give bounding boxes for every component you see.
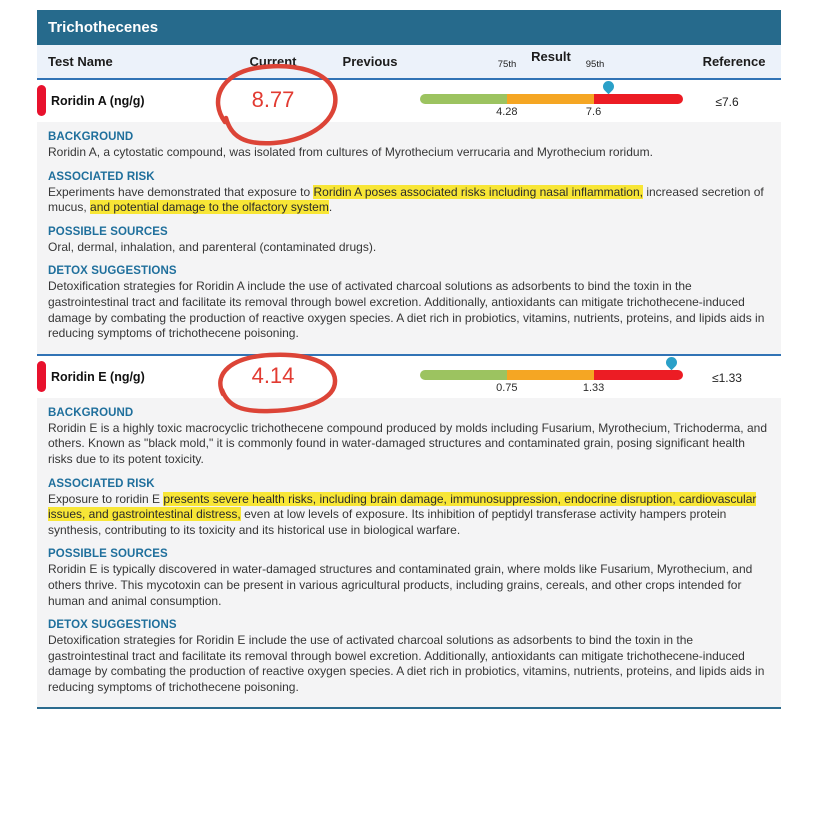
highlighted-text: and potential damage to the olfactory system [90, 200, 329, 215]
background-text: Roridin A, a cytostatic compound, was isolated from cultures of Myrothecium verrucaria and Myrothecium roridum. [48, 145, 653, 159]
background-heading: BACKGROUND [48, 131, 134, 143]
detail-section-roridin-a [37, 122, 781, 354]
reference-range: ≤7.6 [715, 95, 739, 109]
associated-risk-text: Exposure to roridin E presents severe health risks, including brain damage, immunosuppression, endocrine disruption, cardiovascular issues, and gastrointestinal distress, even at low levels of exposure. Its inhibition of peptidyl transferase activity hampers protein synthesis, contributing to its toxicity and its historical use in biological warfare. [48, 491, 757, 537]
p75-value-label: 0.75 [496, 381, 518, 394]
p95-value-label: 7.6 [585, 106, 602, 118]
test-name: Roridin E (ng/g) [51, 369, 145, 384]
possible-sources-text: Oral, dermal, inhalation, and parenteral (contaminated drugs). [48, 239, 377, 254]
background-text: Roridin E is a highly toxic macrocyclic trichothecene compound produced by molds including Fusarium, Myrothecium, Trichoderma, and others. Known as "black mold," it is commonly found in water-damaged structures and contaminated grain, posing significant health risks due to its potent toxicity. [48, 420, 767, 466]
highlighted-text: presents severe health risks, including brain damage, immunosuppression, endocrine disruption, cardiovascular issues, and gastrointestinal distress, [48, 491, 757, 522]
col-reference: Reference [702, 54, 766, 69]
panel-title: Trichothecenes [37, 10, 781, 45]
bar-segment-orange [507, 94, 594, 104]
detail-section-roridin-e [37, 398, 781, 708]
bar-segment-red [594, 370, 683, 380]
detox-suggestions-heading: DETOX SUGGESTIONS [48, 619, 177, 632]
result-marker-icon [664, 354, 680, 370]
background-heading: BACKGROUND [48, 406, 134, 419]
bar-segment-orange [507, 370, 594, 380]
result-bar [420, 356, 683, 398]
test-row-roridin-e [37, 354, 781, 398]
reference-range: ≤1.33 [712, 370, 742, 385]
col-result: Result [531, 49, 571, 64]
abnormal-flag-pill [37, 361, 46, 392]
current-value: 4.14 [251, 362, 295, 388]
highlighted-text: Roridin A poses associated risks including nasal inflammation, [313, 184, 643, 199]
column-header-row [37, 45, 781, 80]
p95-value-label: 1.33 [582, 381, 605, 394]
bar-segment-green [420, 94, 507, 104]
col-75th-percentile: 75th [497, 59, 517, 70]
possible-sources-heading: POSSIBLE SOURCES [48, 548, 168, 561]
col-current: Current [249, 54, 297, 69]
percentile-bar [420, 370, 683, 380]
p75-value-label: 4.28 [496, 106, 518, 118]
result-marker-icon [601, 79, 617, 95]
abnormal-flag-pill [37, 85, 46, 116]
possible-sources-heading: POSSIBLE SOURCES [48, 225, 168, 238]
associated-risk-heading: ASSOCIATED RISK [48, 170, 155, 183]
detox-suggestions-text: Detoxification strategies for Roridin E include the use of activated charcoal solutions as adsorbents to bind the toxin in the gastrointestinal tract and facilitate its removal through bowel excretion. Additionally, antioxidants can mitigate trichothecene-induced damage by combating the production of reactive oxygen species. A diet rich in probiotics, vitamins, nutrients, proteins, and lipids aids in reducing symptoms of trichothecene poisoning. [48, 633, 765, 694]
percentile-bar [420, 94, 683, 104]
test-name: Roridin A (ng/g) [51, 94, 145, 108]
col-test-name: Test Name [48, 54, 113, 69]
current-value: 8.77 [251, 87, 295, 112]
detox-suggestions-text: Detoxification strategies for Roridin A include the use of activated charcoal solutions as adsorbents to bind the toxin in the gastrointestinal tract and facilitate its removal through bowel excretion. Additionally, antioxidants can mitigate trichothecene-induced damage by combating the production of reactive oxygen species. A diet rich in probiotics, vitamins, nutrients, proteins, and lipids aids in reducing symptoms of trichothecene poisoning. [48, 279, 765, 341]
test-row-roridin-a [37, 80, 781, 122]
possible-sources-text: Roridin E is typically discovered in water-damaged structures and contaminated grain, where molds like Fusarium, Myrothecium, and others thrive. This mycotoxin can be present in various agricultural products, including grains, cereals, and other crops intended for human and animal consumption. [48, 562, 753, 608]
detox-suggestions-heading: DETOX SUGGESTIONS [48, 265, 177, 278]
col-95th-percentile: 95th [585, 59, 605, 70]
bar-segment-green [420, 370, 507, 380]
associated-risk-heading: ASSOCIATED RISK [48, 477, 155, 490]
bar-segment-red [594, 94, 683, 104]
result-bar [420, 80, 683, 122]
col-previous: Previous [342, 54, 398, 69]
trichothecenes-panel [37, 10, 781, 709]
associated-risk-text: Experiments have demonstrated that exposure to Roridin A poses associated risks including nasal inflammation, increased secretion of mucus, and potential damage to the olfactory system. [48, 184, 764, 215]
